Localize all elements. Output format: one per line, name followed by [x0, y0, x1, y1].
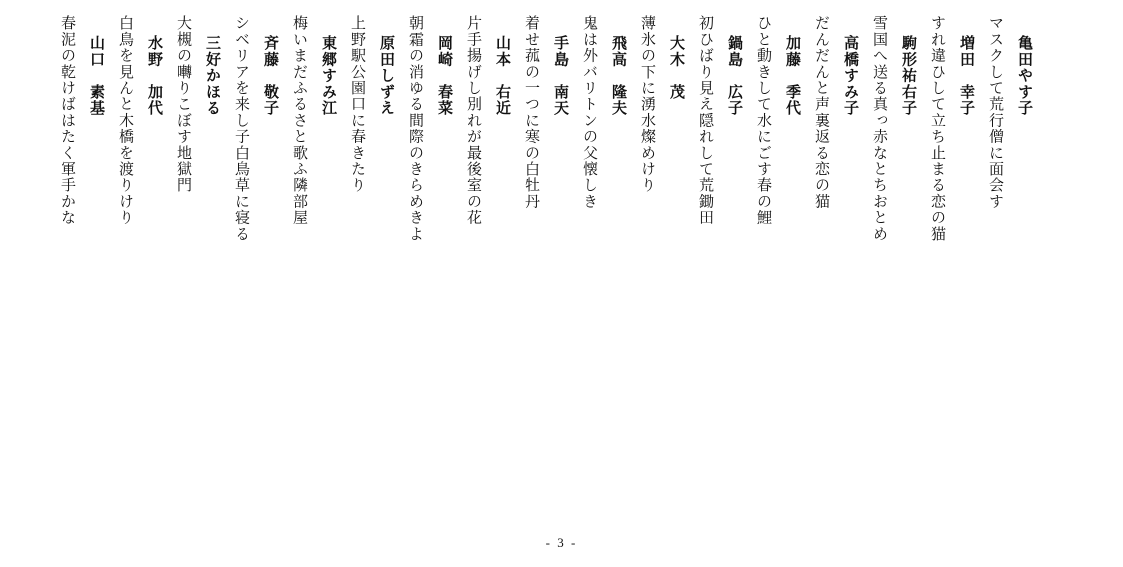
- haiku-text: 大槻の囀りこぼす地獄門: [175, 15, 193, 194]
- haiku-text: すれ違ひして立ち止まる恋の猫: [929, 15, 947, 242]
- author-name: 三好かほる: [204, 35, 222, 116]
- haiku-text: 春泥の乾けばはたく軍手かな: [59, 15, 77, 226]
- page-number: - 3 -: [545, 535, 578, 550]
- haiku-columns: [53, 12, 1039, 492]
- haiku-text: だんだんと声裏返る恋の猫: [813, 15, 831, 210]
- haiku-text: 片手揚げし別れが最後室の花: [465, 15, 483, 226]
- author-name: 手島 南天: [552, 35, 570, 116]
- author-name: 岡崎 春菜: [436, 35, 454, 116]
- haiku-text: 鬼は外バリトンの父懐しき: [581, 15, 599, 210]
- author-name: 飛高 隆夫: [610, 35, 628, 116]
- author-name: 斉藤 敬子: [262, 35, 280, 116]
- author-name: 原田しずえ: [378, 35, 396, 116]
- author-name: 鍋島 広子: [726, 35, 744, 116]
- author-name: 東郷すみ江: [320, 35, 338, 116]
- author-name: 山口 素基: [88, 35, 106, 116]
- haiku-text: 朝霜の消ゆる間際のきらめきよ: [407, 15, 425, 242]
- haiku-text: 着せ菰の一つに寒の白牡丹: [523, 15, 541, 210]
- author-name: 加藤 季代: [784, 35, 802, 116]
- haiku-text: ひと動きして水にごす春の鯉: [755, 15, 773, 226]
- haiku-text: 雪国へ送る真っ赤なとちおとめ: [871, 15, 889, 242]
- haiku-text: 梅いまだふるさと歌ふ隣部屋: [291, 15, 309, 226]
- author-name: 大木 茂: [668, 35, 686, 100]
- author-name: 増田 幸子: [958, 35, 976, 116]
- author-name: 水野 加代: [146, 35, 164, 116]
- haiku-text: マスクして荒行僧に面会す: [987, 15, 1005, 210]
- haiku-text: 白鳥を見んと木橋を渡りけり: [117, 15, 135, 226]
- haiku-text: シベリアを来し子白鳥草に寝る: [233, 15, 251, 242]
- author-name: 駒形祐右子: [900, 35, 918, 116]
- author-name: 山本 右近: [494, 35, 512, 116]
- haiku-text: 初ひばり見え隠れして荒鋤田: [697, 15, 715, 226]
- author-name: 亀田やす子: [1016, 35, 1034, 116]
- haiku-text: 上野駅公園口に春きたり: [349, 15, 367, 194]
- haiku-text: 薄氷の下に湧水燦めけり: [639, 15, 657, 194]
- author-name: 高橋すみ子: [842, 35, 860, 116]
